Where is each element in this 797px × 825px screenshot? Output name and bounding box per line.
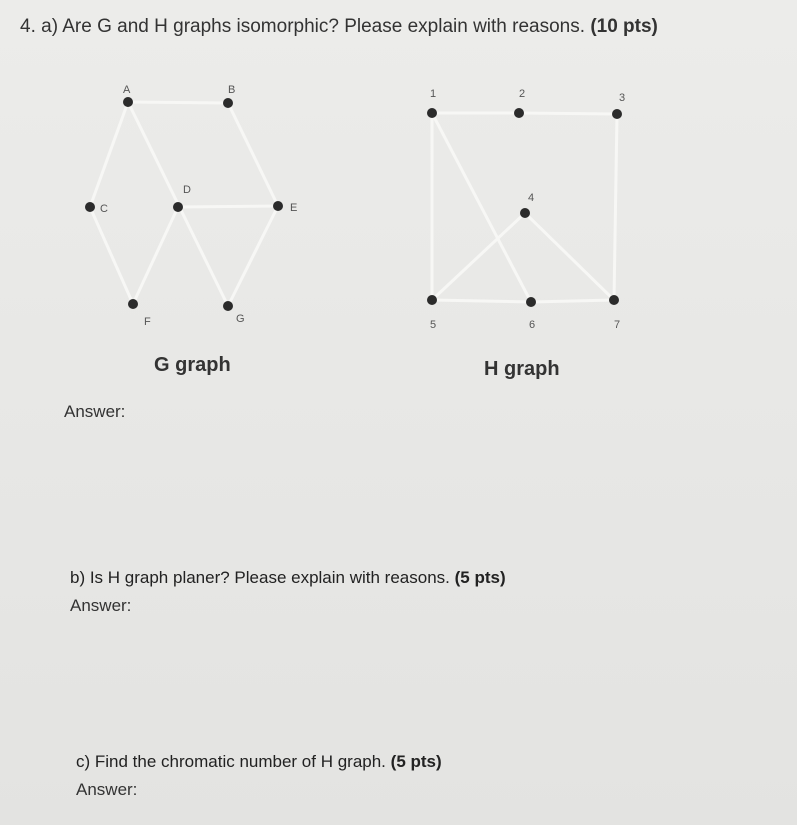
vertex-3 [612,109,622,119]
question-4b-points: (5 pts) [454,568,506,587]
label-2: 2 [519,88,526,100]
question-4c-title [76,752,442,772]
question-4b-title [70,568,506,588]
edge-e-g [228,206,278,306]
edge-d-f [133,207,178,304]
label-1: 1 [430,88,437,100]
part-b-answer-label: Answer: [70,596,132,615]
edge-4-7 [525,213,614,300]
edge-6-7 [531,300,614,302]
question-4c-points: (5 pts) [390,752,442,771]
question-4a-text: 4. a) Are G and H graphs isomorphic? Please explain with reasons. [20,16,586,37]
label-e: E [290,202,298,214]
label-7: 7 [614,319,621,331]
label-g: G [236,313,245,325]
part-c-answer-label: Answer: [76,780,138,799]
label-a: A [123,84,131,96]
edge-d-e [178,206,278,207]
g-graph-edges [90,102,278,306]
g-graph-vertices [85,97,283,311]
h-graph-caption: H graph [484,358,560,380]
vertex-b [223,98,233,108]
vertex-g [223,301,233,311]
part-a-answer-label: Answer: [64,402,126,421]
question-4b-text: b) Is H graph planer? Please explain with reasons. [70,568,450,587]
g-graph [85,84,297,328]
edge-b-e [228,103,278,206]
label-4: 4 [528,192,535,204]
edge-3-7 [614,114,617,300]
label-3: 3 [619,92,626,104]
label-c: C [100,203,108,215]
vertex-d [173,202,183,212]
vertex-4 [520,208,530,218]
edge-a-b [128,102,228,103]
label-f: F [144,316,151,328]
edge-5-6 [432,300,531,302]
vertex-1 [427,108,437,118]
label-b: B [228,84,236,96]
g-graph-caption: G graph [154,354,231,376]
h-graph [427,88,625,331]
vertex-2 [514,108,524,118]
vertex-6 [526,297,536,307]
vertex-c [85,202,95,212]
edge-c-f [90,207,133,304]
vertex-a [123,97,133,107]
edge-5-4 [432,213,525,300]
question-4c-text: c) Find the chromatic number of H graph. [76,752,386,771]
label-5: 5 [430,319,437,331]
vertex-7 [609,295,619,305]
edge-2-3 [519,113,617,114]
label-d: D [183,184,191,196]
label-6: 6 [529,319,536,331]
vertex-e [273,201,283,211]
edge-1-6 [432,113,531,302]
edge-a-c [90,102,128,207]
h-graph-edges [432,113,617,302]
vertex-5 [427,295,437,305]
vertex-f [128,299,138,309]
question-4a-points: (10 pts) [590,16,658,37]
